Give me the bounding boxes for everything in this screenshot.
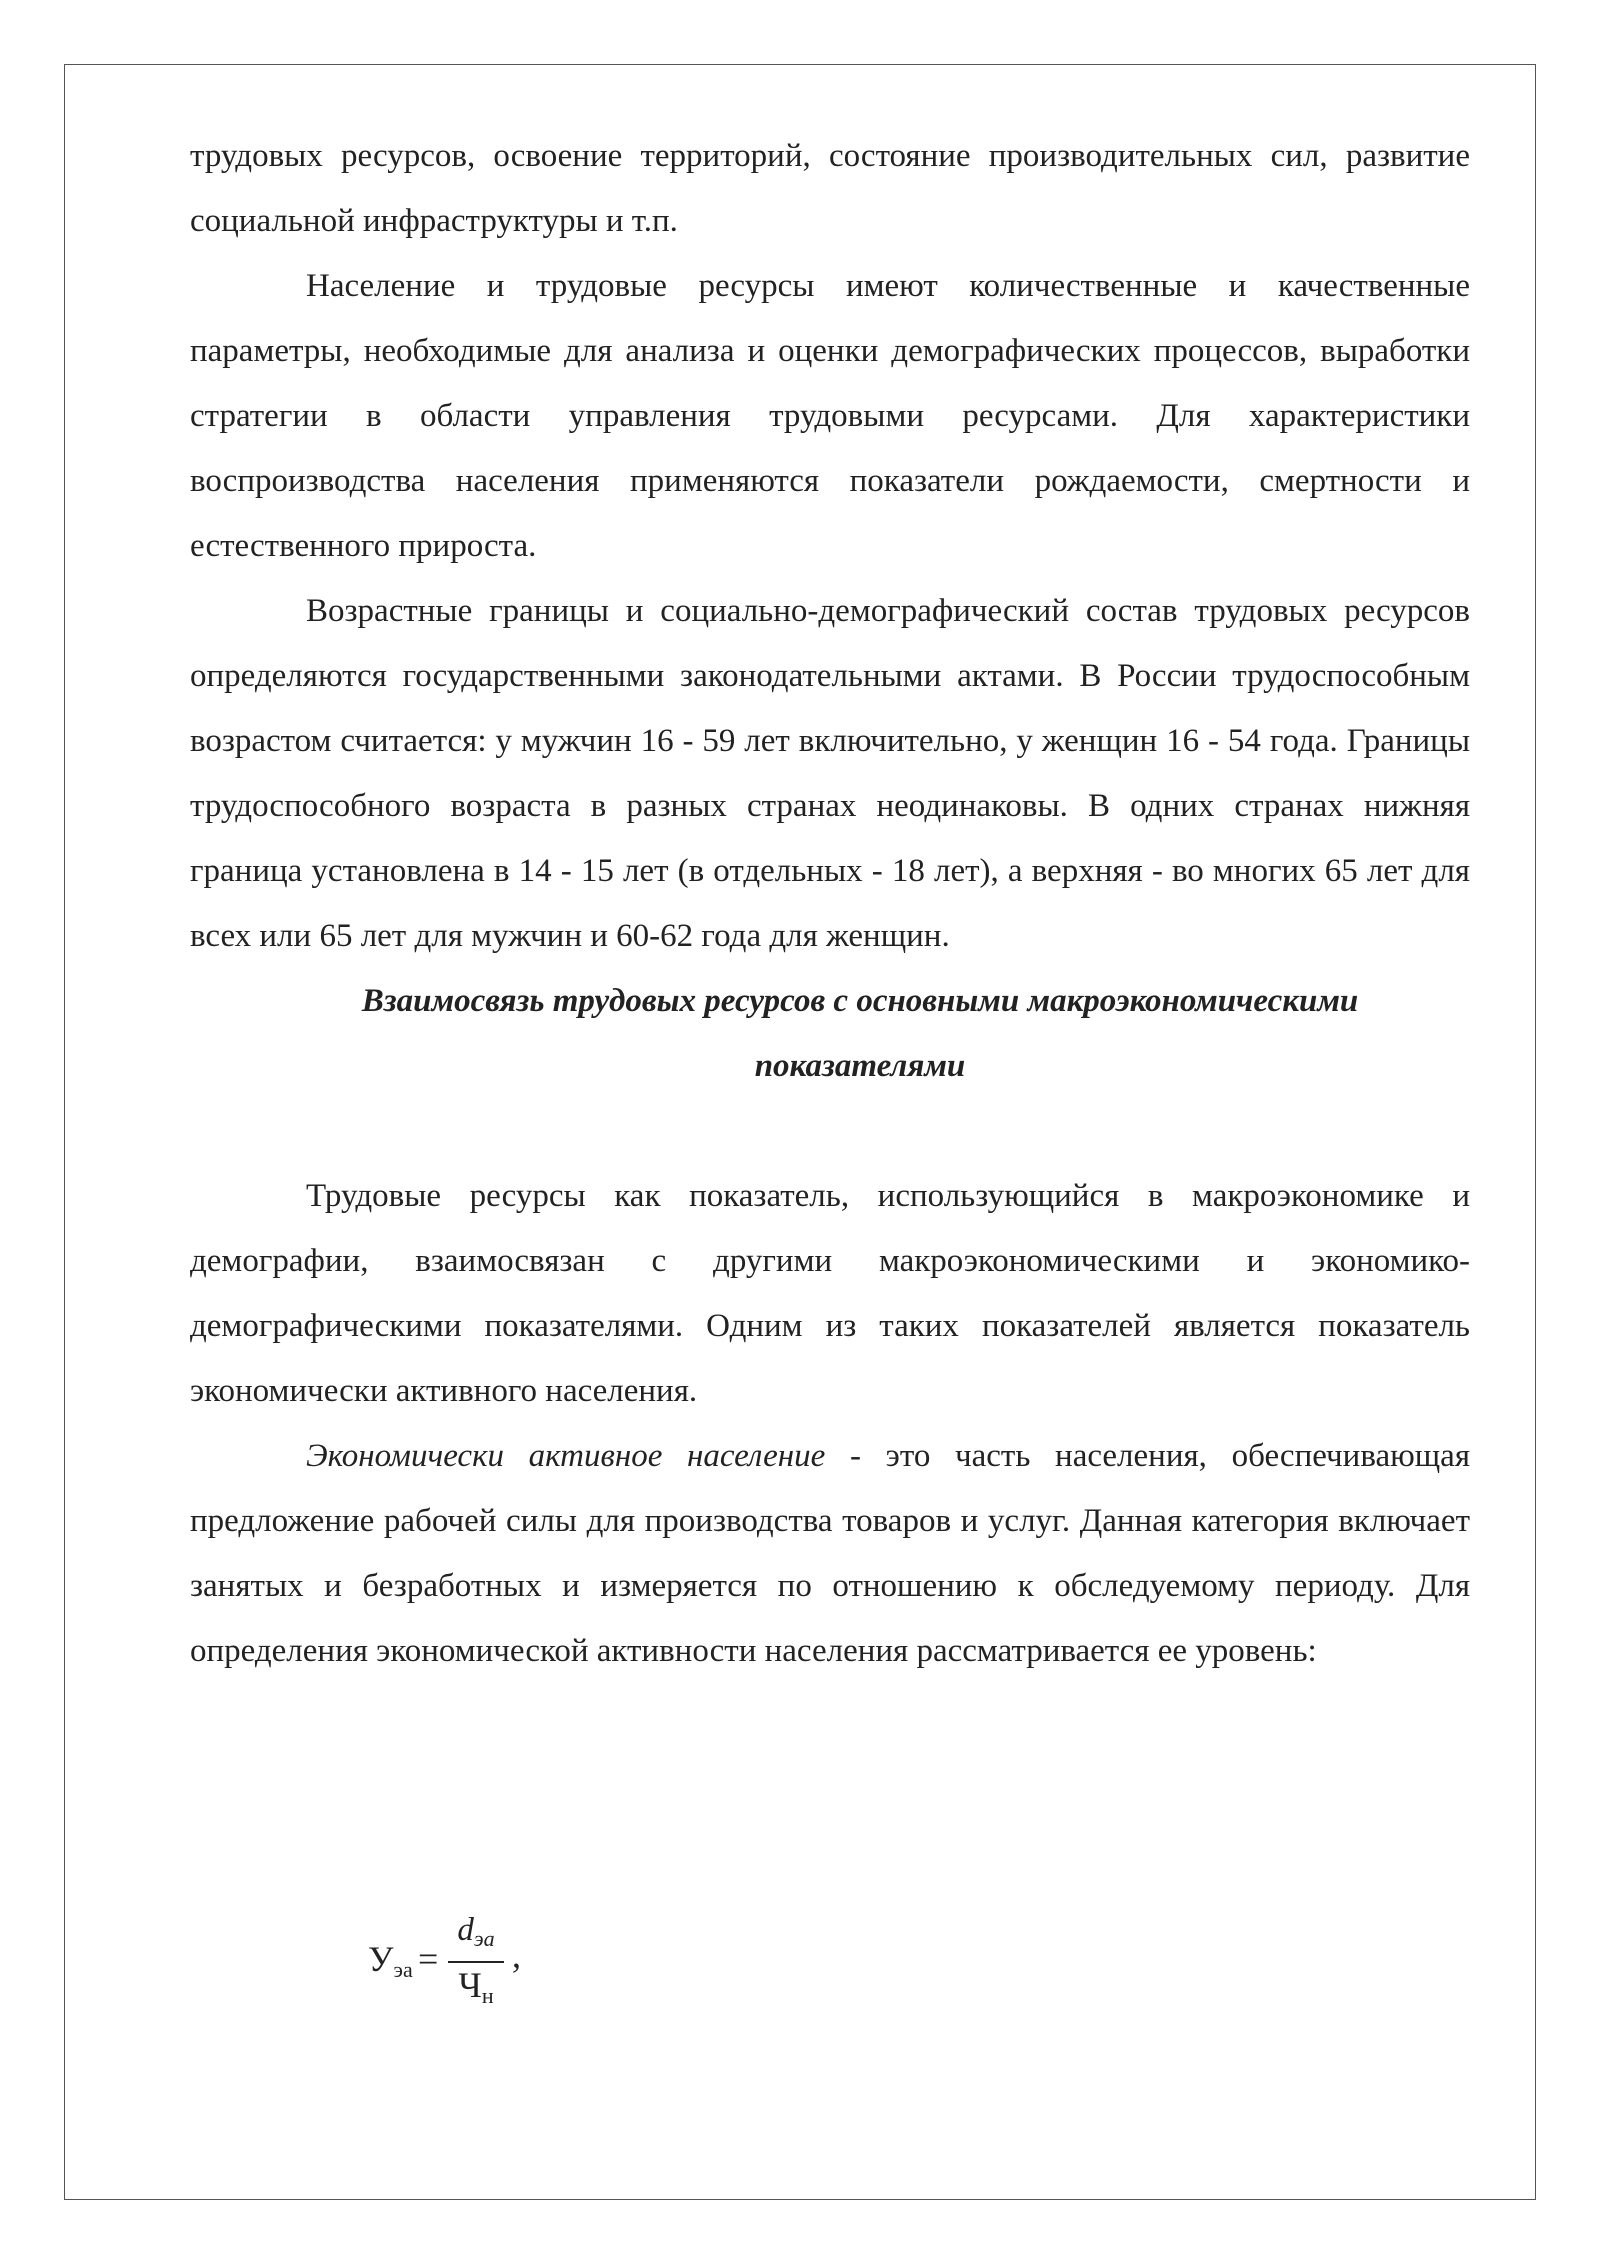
section-heading [190, 969, 1470, 1099]
paragraph-4: Трудовые ресурсы как показатель, использующийся в макроэкономике и демографии, взаимосвязан с другими макроэкономическими и экономико-демографическими показателями. Одним из таких показателей является показатель экономически активного населения. [190, 1178, 1470, 1409]
paragraph-1: трудовых ресурсов, освоение территорий, состояние производительных сил, развитие социальной инфраструктуры и т.п. [190, 138, 1470, 239]
formula-denominator: $Ч_н$ [458, 1965, 494, 2008]
document-body [190, 124, 1470, 1684]
paragraph-5 [190, 1424, 1470, 1684]
formula-fraction [446, 1910, 506, 2016]
formula-numerator: $d_{эа}$ [457, 1912, 495, 1951]
section-heading-line-2: показателями [754, 1048, 966, 1084]
paragraph-2: Население и трудовые ресурсы имеют количественные и качественные параметры, необходимые для анализа и оценки демографических процессов, выработки стратегии в области управления трудовыми ресурсами. Для характеристики воспроизводства населения применяются показатели рождаемости, смертности и естественного прироста. [190, 268, 1470, 564]
fraction-bar [448, 1961, 504, 1963]
term-economically-active-population: Экономически активное население [306, 1438, 826, 1474]
formula-lhs: $У_{эа}$ [368, 1939, 413, 1982]
heading-spacer [190, 1099, 1470, 1164]
formula-equals: = [418, 1939, 439, 1979]
paragraph-3: Возрастные границы и социально-демографический состав трудовых ресурсов определяются государственными законодательными актами. В России трудоспособным возрастом считается: у мужчин 16 - 59 лет включительно, у женщин 16 - 54 года. Границы трудоспособного возраста в разных странах неодинаковы. В одних странах нижняя граница установлена в 14 - 15 лет (в отдельных - 18 лет), а верхняя - во многих 65 лет для всех или 65 лет для мужчин и 60-62 года для женщин. [190, 593, 1470, 954]
formula-comma: , [512, 1935, 521, 1975]
section-heading-line-1: Взаимосвязь трудовых ресурсов с основными макроэкономическими [361, 983, 1359, 1019]
paragraph-5-text: - это часть населения, обеспечивающая предложение рабочей силы для производства товаров и услуг. Данная категория включает занятых и безработных и измеряется по отношению к обследуемому периоду. Для определения экономической активности населения рассматривается ее уровень: [190, 1438, 1470, 1669]
